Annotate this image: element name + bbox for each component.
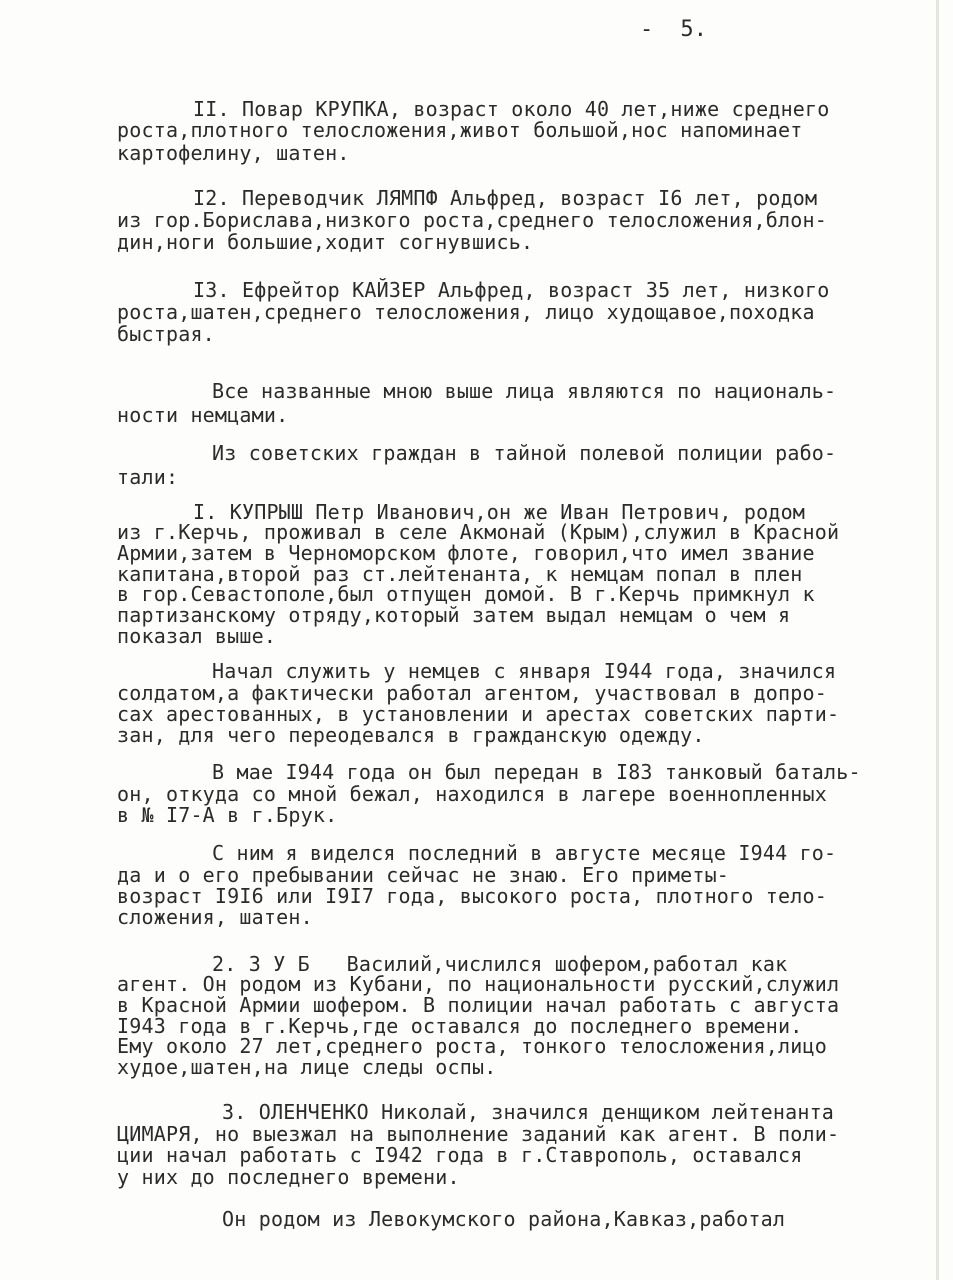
text-line: показал выше. xyxy=(117,624,277,648)
text-line: Он родом из Левокумского района,Кавказ,работал xyxy=(222,1207,786,1231)
text-line: в № I7-А в г.Брук. xyxy=(117,803,338,827)
text-line: I943 года в г.Керчь,где оставался до последнего времени. xyxy=(117,1014,803,1038)
text-line: дин,ноги большие,ходит согнувшись. xyxy=(117,230,534,254)
text-line: возраст I9I6 или I9I7 года, высокого роста, плотного тело- xyxy=(117,884,827,908)
text-line: В мае I944 года он был передан в I83 танковый баталь- xyxy=(212,760,861,784)
text-line: ЦИМАРЯ, но выезжал на выполнение заданий как агент. В поли- xyxy=(117,1122,840,1146)
text-line: I. КУПРЫШ Петр Иванович,он же Иван Петрович, родом xyxy=(193,500,806,524)
text-line: агент. Он родом из Кубани, по национальности русский,служил xyxy=(117,972,840,996)
text-line: да и о его пребывании сейчас не знаю. Его приметы- xyxy=(117,863,730,887)
text-line: картофелину, шатен. xyxy=(117,141,350,165)
text-line: быстрая. xyxy=(117,322,215,346)
text-line: из гор.Борислава,низкого роста,среднего телосложения,блон- xyxy=(117,208,827,232)
text-line: худое,шатен,на лице следы оспы. xyxy=(117,1055,497,1079)
text-line: 3. ОЛЕНЧЕНКО Николай, значился денщиком лейтенанта xyxy=(222,1100,835,1124)
text-line: у них до последнего времени. xyxy=(117,1165,460,1189)
text-line: зан, для чего переодевался в гражданскую одежду. xyxy=(117,723,705,747)
text-line: тали: xyxy=(117,465,179,489)
text-line: I2. Переводчик ЛЯМПФ Альфред, возраст I6 лет, родом xyxy=(193,186,818,210)
page-number: - 5. xyxy=(640,17,708,42)
text-line: I3. Ефрейтор КАЙЗЕР Альфред, возраст 35 лет, низкого xyxy=(193,278,830,302)
text-line: в Красной Армии шофером. В полиции начал работать с августа xyxy=(117,993,840,1017)
text-line: Начал служить у немцев с января I944 года, значился xyxy=(212,659,837,683)
text-line: 2. З У Б Василий,числился шофером,работал как xyxy=(212,952,788,976)
text-line: он, откуда со мной бежал, находился в лагере военнопленных xyxy=(117,782,827,806)
text-line: сах арестованных, в установлении и арестах советских парти- xyxy=(117,702,840,726)
text-line: Ему около 27 лет,среднего роста, тонкого телосложения,лицо xyxy=(117,1034,827,1058)
text-line: II. Повар КРУПКА, возраст около 40 лет,ниже среднего xyxy=(193,97,830,121)
text-line: капитана,второй раз ст.лейтенанта, к немцам попал в плен xyxy=(117,562,803,586)
text-line: Все названные мною выше лица являются по националь- xyxy=(212,379,837,403)
text-line: партизанскому отряду,который затем выдал немцам о чем я xyxy=(117,603,791,627)
text-line: Армии,затем в Черноморском флоте, говорил,что имел звание xyxy=(117,541,815,565)
text-line: Из советских граждан в тайной полевой полиции рабо- xyxy=(212,441,837,465)
text-line: роста,шатен,среднего телосложения, лицо худощавое,походка xyxy=(117,300,815,324)
text-line: ции начал работать с I942 года в г.Ставрополь, оставался xyxy=(117,1143,803,1167)
page-edge xyxy=(936,0,939,1280)
text-line: сложения, шатен. xyxy=(117,905,313,929)
text-line: роста,плотного телосложения,живот большой,нос напоминает xyxy=(117,118,803,142)
text-line: в гор.Севастополе,был отпущен домой. В г.Керчь примкнул к xyxy=(117,582,815,606)
text-line: ности немцами. xyxy=(117,403,289,427)
text-line: из г.Керчь, проживал в селе Акмонай (Крым),служил в Красной xyxy=(117,520,840,544)
text-line: С ним я виделся последний в августе месяце I944 го- xyxy=(212,841,837,865)
text-line: солдатом,а фактически работал агентом, участвовал в допро- xyxy=(117,681,827,705)
